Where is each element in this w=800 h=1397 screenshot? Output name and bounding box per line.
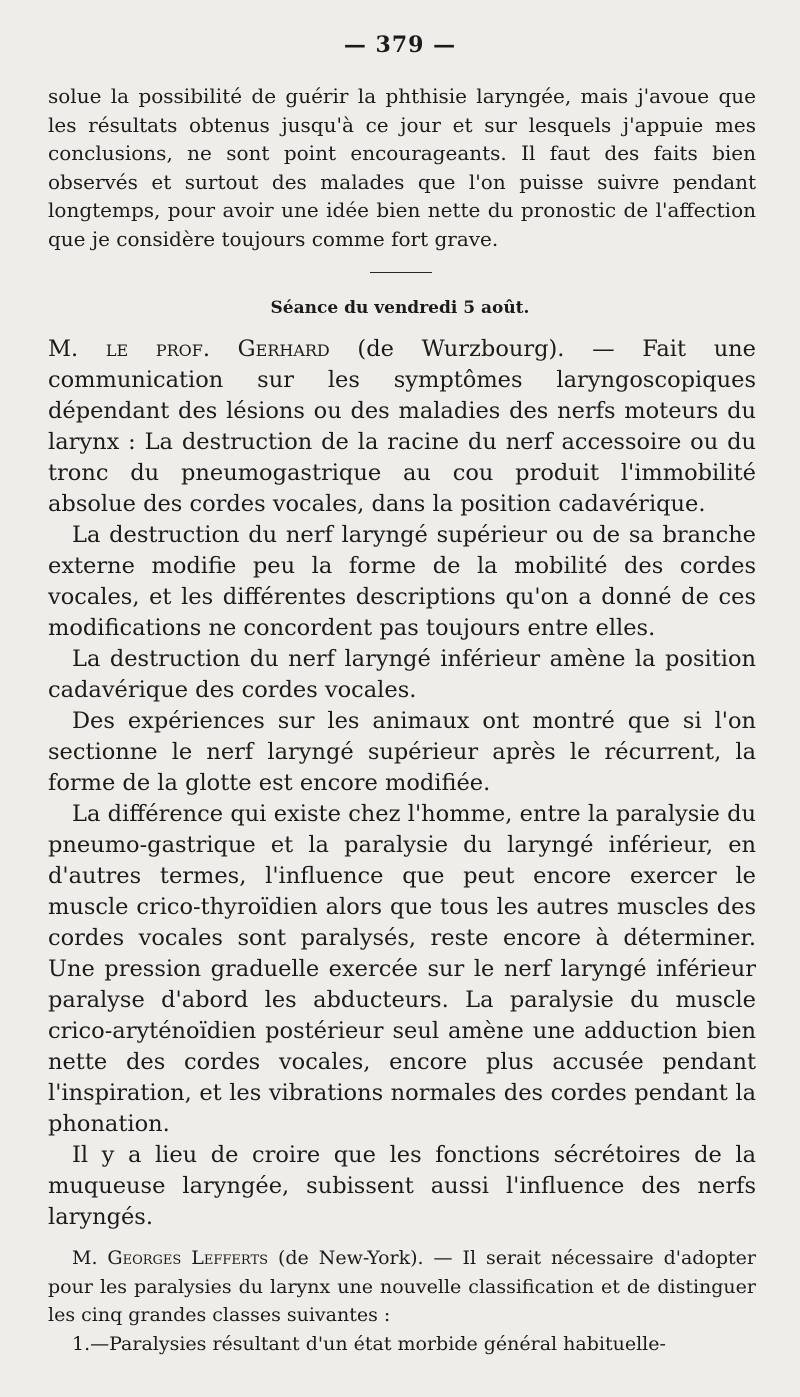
list-item: 1.—Paralysies résultant d'un état morbide général habituelle- <box>72 1332 666 1355</box>
gerhard-paragraph <box>48 334 756 520</box>
intro-paragraph: solue la possibilité de guérir la phthisie laryngée, mais j'avoue que les résultats obtenus jusqu'à ce jour et sur lesquels j'appuie mes conclusions, ne sont point encourageants. Il faut des faits bien observés et surtout des malades que l'on puisse suivre pendant longtemps, pour avoir une idée bien nette du pronostic de l'affection que je considère toujours comme fort grave. <box>48 84 756 251</box>
lefferts-paragraph <box>48 1244 756 1330</box>
session-heading: Séance du vendredi 5 août. <box>270 298 530 318</box>
paragraph-text: — Fait une communication sur les symptômes laryngoscopiques dépendant des lésions ou des maladies des nerfs moteurs du larynx : La destruction de la racine du nerf accessoire ou du tronc du pneumogastrique au cou produit l'immobilité absolue des cordes vocales, dans la position cadavérique. <box>48 336 756 517</box>
paragraph: La différence qui existe chez l'homme, entre la paralysie du pneumo-gastrique et la paralysie du laryngé inférieur, en d'autres termes, l'influence que peut encore exercer le muscle crico-thyroïdien alors que tous les autres muscles des cordes vocales sont paralysés, reste encore à déterminer. Une pression graduelle exercée sur le nerf laryngé inférieur paralyse d'abord les abducteurs. La paralysie du muscle crico-aryténoïdien postérieur seul amène une adduction bien nette des cordes vocales, encore plus accusée pendant l'inspiration, et les vibrations normales des cordes pendant la phonation. <box>48 801 756 1137</box>
lefferts-section <box>48 1244 756 1358</box>
speaker-origin: (de Wurzbourg). <box>329 336 565 362</box>
speaker-name: M. Georges Lefferts <box>72 1247 269 1269</box>
page-number: — 379 — <box>343 32 457 58</box>
paragraph: Des expériences sur les animaux ont montré que si l'on sectionne le nerf laryngé supérieur après le récurrent, la forme de la glotte est encore modifiée. <box>48 708 756 796</box>
speaker-origin: (de New-York). <box>268 1247 424 1269</box>
paragraph: La destruction du nerf laryngé inférieur amène la position cadavérique des cordes vocales. <box>48 646 756 703</box>
speaker-name: M. le prof. Gerhard <box>48 336 330 362</box>
section-divider <box>370 272 432 273</box>
paragraph-text: — Il serait nécessaire d'adopter pour les paralysies du larynx une nouvelle classification et de distinguer les cinq grandes classes suivantes : <box>48 1247 757 1326</box>
paragraph: Il y a lieu de croire que les fonctions sécrétoires de la muqueuse laryngée, subissent aussi l'influence des nerfs laryngés. <box>48 1142 756 1230</box>
gerhard-section <box>48 334 756 1233</box>
paragraph: La destruction du nerf laryngé supérieur ou de sa branche externe modifie peu la forme de la mobilité des cordes vocales, et les différentes descriptions qu'on a donné de ces modifications ne concordent pas toujours entre elles. <box>48 522 756 641</box>
